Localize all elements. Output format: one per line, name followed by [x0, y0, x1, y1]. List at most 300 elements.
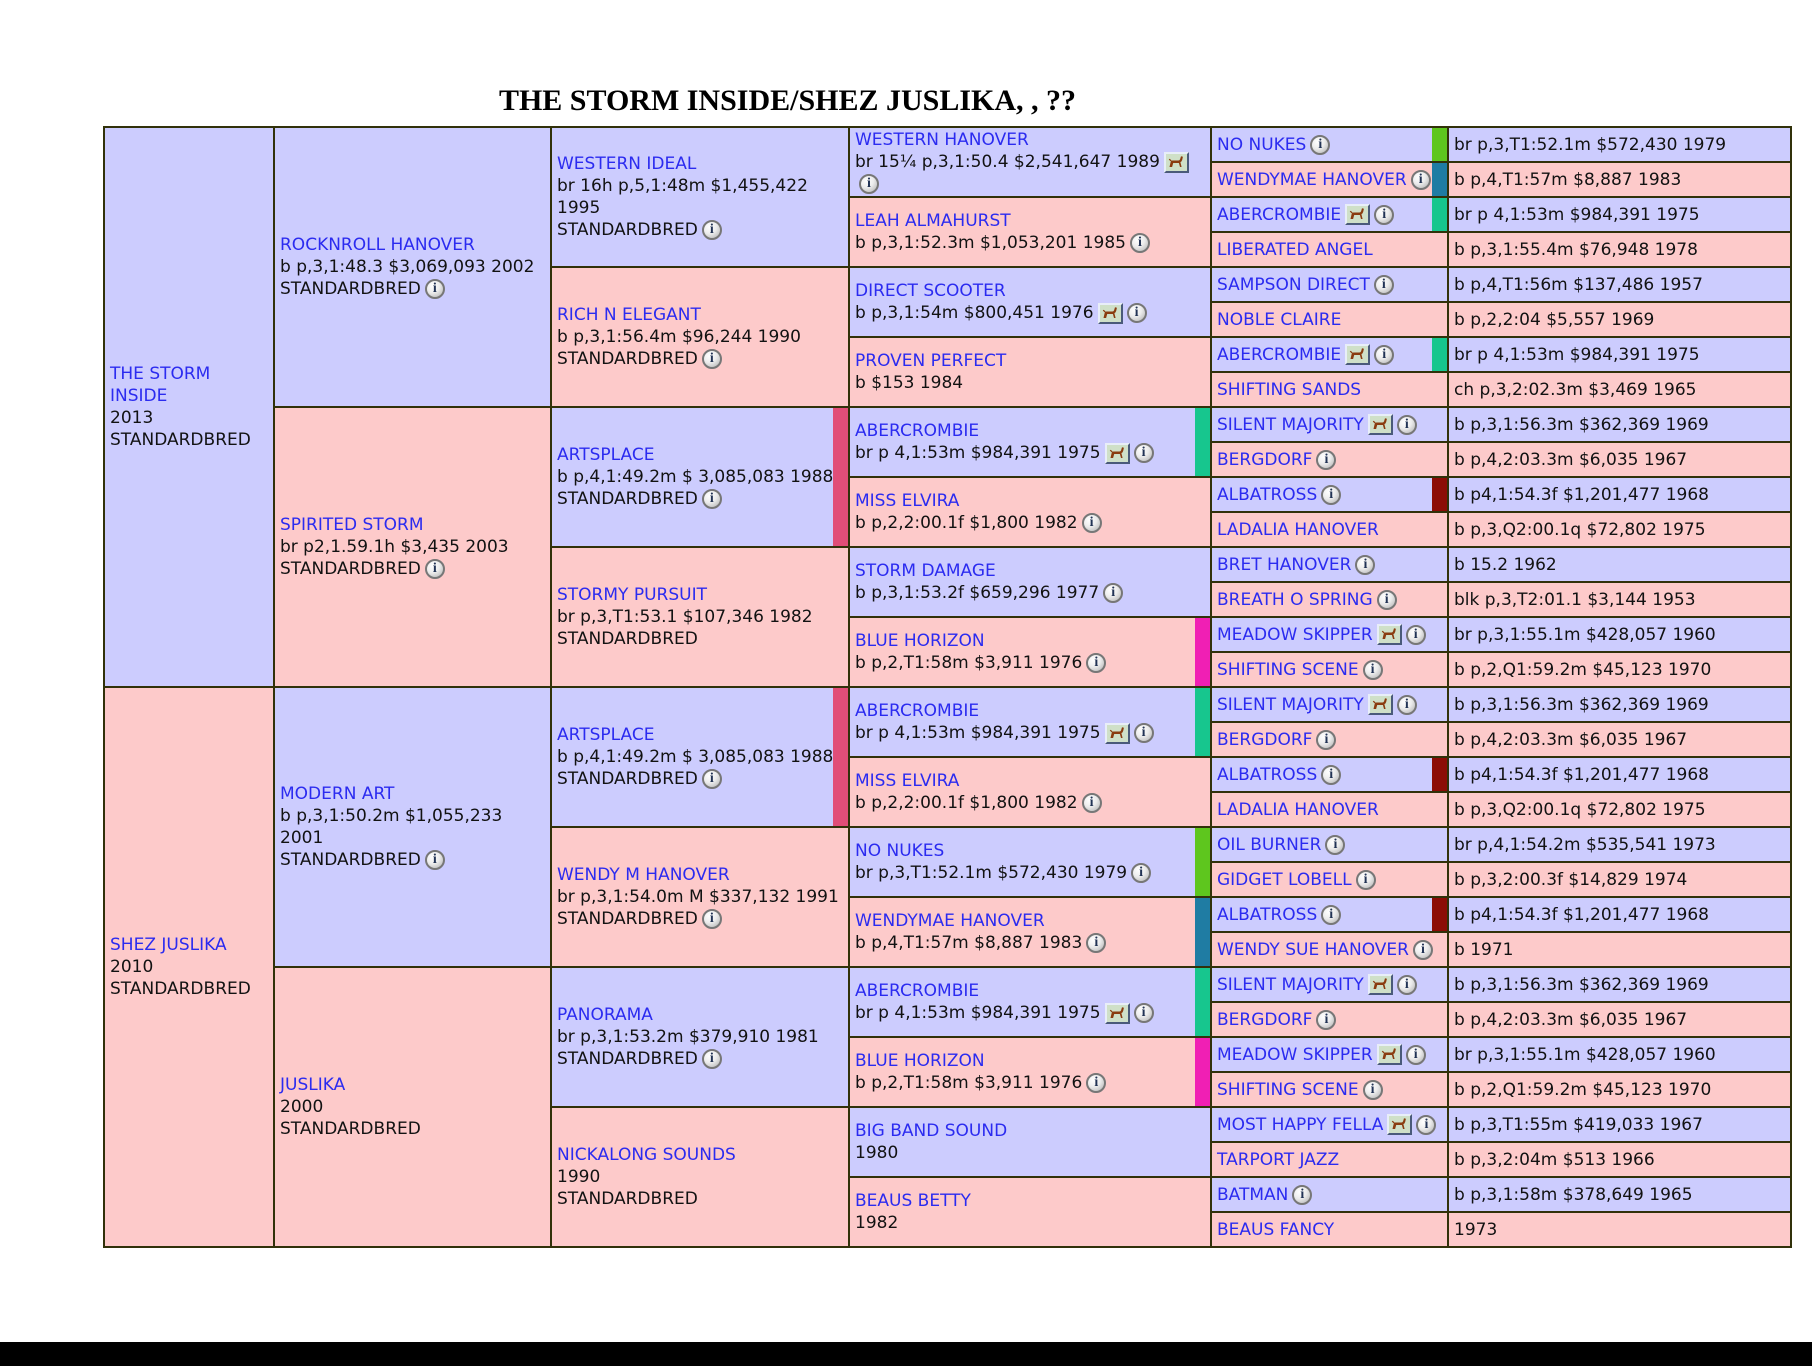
- gen5-cell-ladalia-hanover: [1211, 512, 1448, 547]
- gen5-cell-bret-hanover: [1211, 547, 1448, 582]
- gen5-cell-abercrombie: [1211, 197, 1448, 232]
- info-icon[interactable]: i: [1086, 653, 1106, 673]
- info-icon[interactable]: i: [425, 850, 445, 870]
- horse-photo-icon[interactable]: [1368, 694, 1393, 715]
- gen5-cell-shifting-scene: [1211, 652, 1448, 687]
- horse-photo-icon[interactable]: [1368, 414, 1393, 435]
- gen5-cell-breath-o-spring: [1211, 582, 1448, 617]
- horse-photo-icon[interactable]: [1105, 723, 1130, 744]
- gen5-cell-ladalia-hanover: [1211, 792, 1448, 827]
- breed-line: STANDARDBRED i: [557, 1048, 843, 1070]
- breed-line: STANDARDBRED: [110, 430, 251, 451]
- info-icon[interactable]: i: [1082, 513, 1102, 533]
- horse-photo-icon[interactable]: [1368, 974, 1393, 995]
- birth-year: 2000: [280, 1097, 324, 1118]
- record-line: b p,2,T1:58m $3,911 1976 i: [855, 652, 1205, 674]
- gen5-cell-abercrombie: [1211, 337, 1448, 372]
- horse-name-link[interactable]: JUSLIKA: [280, 1075, 346, 1096]
- birth-year: 2010: [110, 957, 154, 978]
- gen5-cell-batman: [1211, 1177, 1448, 1212]
- horse-name-link[interactable]: BLUE HORIZON: [855, 631, 985, 652]
- horse-name-link[interactable]: BLUE HORIZON: [855, 1051, 985, 1072]
- info-icon[interactable]: i: [702, 489, 722, 509]
- info-icon[interactable]: i: [1374, 275, 1394, 295]
- info-icon[interactable]: i: [1131, 863, 1151, 883]
- lineage-color-bar: [1195, 827, 1210, 897]
- horse-name-link[interactable]: NOBLE CLAIRE: [1217, 309, 1342, 330]
- info-icon[interactable]: i: [1086, 933, 1106, 953]
- gen3-cell-western-ideal: [551, 127, 849, 267]
- gen2-cell-juslika: [274, 967, 551, 1247]
- record-cell: [1448, 337, 1791, 372]
- gen4-cell-direct-scooter: [849, 267, 1211, 337]
- info-icon[interactable]: i: [1374, 205, 1394, 225]
- breed-line: STANDARDBRED i: [557, 908, 843, 930]
- gen4-cell-beaus-betty: [849, 1177, 1211, 1247]
- gen3-cell-panorama: [551, 967, 849, 1107]
- gen4-cell-western-hanover: [849, 127, 1211, 197]
- gen4-cell-blue-horizon: [849, 1037, 1211, 1107]
- gen5-cell-tarport-jazz: [1211, 1142, 1448, 1177]
- pedigree-row: [104, 687, 1791, 722]
- record-text: b 15.2 1962: [1454, 554, 1557, 575]
- horse-name-link[interactable]: DIRECT SCOOTER: [855, 281, 1006, 302]
- horse-name-link[interactable]: SAMPSON DIRECT: [1217, 274, 1370, 295]
- horse-name-link[interactable]: OIL BURNER: [1217, 834, 1322, 855]
- record-text: b 1971: [1454, 939, 1514, 960]
- info-icon[interactable]: i: [1363, 660, 1383, 680]
- gen3-cell-artsplace: [551, 407, 849, 547]
- info-icon[interactable]: i: [1316, 1010, 1336, 1030]
- info-icon[interactable]: i: [702, 1049, 722, 1069]
- lineage-color-bar: [833, 407, 848, 547]
- record-text: br p,4,1:54.2m $535,541 1973: [1454, 834, 1716, 855]
- record-line: br p 4,1:53m $984,391 1975 i: [855, 442, 1205, 464]
- record-text: b p4,1:54.3f $1,201,477 1968: [1454, 484, 1709, 505]
- info-icon[interactable]: i: [1397, 975, 1417, 995]
- gen4-cell-big-band-sound: [849, 1107, 1211, 1177]
- info-icon[interactable]: i: [1130, 233, 1150, 253]
- record-cell: [1448, 792, 1791, 827]
- info-icon[interactable]: i: [1321, 485, 1341, 505]
- gen5-cell-albatross: [1211, 757, 1448, 792]
- info-icon[interactable]: i: [1310, 135, 1330, 155]
- info-icon[interactable]: i: [1397, 695, 1417, 715]
- horse-name-link[interactable]: MISS ELVIRA: [855, 491, 960, 512]
- info-icon[interactable]: i: [425, 279, 445, 299]
- record-cell: [1448, 547, 1791, 582]
- lineage-color-bar: [1432, 162, 1447, 197]
- horse-name-link[interactable]: SPIRITED STORM: [280, 515, 424, 536]
- horse-name-link[interactable]: WENDYMAE HANOVER: [855, 911, 1045, 932]
- horse-photo-icon[interactable]: [1377, 624, 1402, 645]
- horse-name-link[interactable]: LEAH ALMAHURST: [855, 211, 1011, 232]
- record-cell: [1448, 687, 1791, 722]
- record-cell: [1448, 1107, 1791, 1142]
- horse-name-link[interactable]: ROCKNROLL HANOVER: [280, 235, 475, 255]
- record-line: 1980: [855, 1143, 899, 1164]
- horse-name-link[interactable]: BERGDORF: [1217, 1009, 1313, 1030]
- gen5-cell-wendy-sue-hanover: [1211, 932, 1448, 967]
- horse-photo-icon[interactable]: [1387, 1114, 1412, 1135]
- record-cell: [1448, 512, 1791, 547]
- record-cell: [1448, 267, 1791, 302]
- horse-name-link[interactable]: LIBERATED ANGEL: [1217, 239, 1373, 260]
- info-icon[interactable]: i: [1316, 730, 1336, 750]
- horse-name-link[interactable]: ALBATROSS: [1217, 484, 1318, 505]
- record-text: b p,3,1:55.4m $76,948 1978: [1454, 239, 1698, 260]
- info-icon[interactable]: i: [1134, 443, 1154, 463]
- info-icon[interactable]: i: [1406, 1045, 1426, 1065]
- record-line: b p,3,1:50.2m $1,055,233 2001: [280, 806, 503, 849]
- gen5-cell-most-happy-fella: [1211, 1107, 1448, 1142]
- horse-name-link[interactable]: MISS ELVIRA: [855, 771, 960, 792]
- info-icon[interactable]: i: [1086, 1073, 1106, 1093]
- info-icon[interactable]: i: [1321, 765, 1341, 785]
- birth-year: 1990: [557, 1167, 601, 1188]
- birth-year: 2013: [110, 408, 154, 429]
- horse-name-link[interactable]: ABERCROMBIE: [855, 421, 980, 442]
- record-text: br p,3,1:55.1m $428,057 1960: [1454, 1044, 1716, 1065]
- record-cell: [1448, 127, 1791, 162]
- lineage-color-bar: [1195, 687, 1210, 757]
- gen4-cell-no-nukes: [849, 827, 1211, 897]
- info-icon[interactable]: i: [1374, 345, 1394, 365]
- lineage-color-bar: [1432, 127, 1447, 162]
- gen4-cell-miss-elvira: [849, 757, 1211, 827]
- bottom-black-bar: [0, 1342, 1812, 1366]
- record-cell: [1448, 1142, 1791, 1177]
- record-text: ch p,3,2:02.3m $3,469 1965: [1454, 379, 1697, 400]
- lineage-color-bar: [1432, 897, 1447, 932]
- record-text: br p 4,1:53m $984,391 1975: [1454, 344, 1700, 365]
- info-icon[interactable]: i: [1411, 170, 1431, 190]
- gen4-cell-leah-almahurst: [849, 197, 1211, 267]
- horse-name-link[interactable]: LADALIA HANOVER: [1217, 799, 1379, 820]
- record-text: b p,3,1:56.3m $362,369 1969: [1454, 974, 1709, 995]
- record-cell: [1448, 967, 1791, 1002]
- gen3-cell-nickalong-sounds: [551, 1107, 849, 1247]
- record-cell: [1448, 407, 1791, 442]
- record-cell: [1448, 1072, 1791, 1107]
- gen5-cell-shifting-sands: [1211, 372, 1448, 407]
- horse-name-link[interactable]: ALBATROSS: [1217, 904, 1318, 925]
- gen5-cell-sampson-direct: [1211, 267, 1448, 302]
- info-icon[interactable]: i: [702, 909, 722, 929]
- info-icon[interactable]: i: [1377, 590, 1397, 610]
- record-cell: [1448, 1212, 1791, 1247]
- record-line: br p2,1.59.1h $3,435 2003: [280, 537, 509, 558]
- info-icon[interactable]: i: [1356, 870, 1376, 890]
- record-line: b p,2,2:00.1f $1,800 1982 i: [855, 512, 1205, 534]
- record-text: b p,3,T1:55m $419,033 1967: [1454, 1114, 1703, 1135]
- info-icon[interactable]: i: [859, 174, 879, 194]
- lineage-color-bar: [833, 687, 848, 827]
- horse-photo-icon[interactable]: [1377, 1044, 1402, 1065]
- horse-name-link[interactable]: BIG BAND SOUND: [855, 1121, 1008, 1142]
- info-icon[interactable]: i: [1321, 905, 1341, 925]
- record-line: br p,3,T1:53.1 $107,346 1982: [557, 607, 813, 628]
- record-line: b p,3,1:53.2f $659,296 1977 i: [855, 582, 1205, 604]
- record-text: b p,4,T1:56m $137,486 1957: [1454, 274, 1703, 295]
- info-icon[interactable]: i: [1134, 1003, 1154, 1023]
- record-cell: [1448, 722, 1791, 757]
- breed-line: STANDARDBRED: [557, 1189, 698, 1210]
- lineage-color-bar: [1432, 477, 1447, 512]
- gen1-cell-shez-juslika: [104, 687, 274, 1247]
- info-icon[interactable]: i: [1397, 415, 1417, 435]
- record-cell: [1448, 1037, 1791, 1072]
- gen1-cell-the-storm-inside: [104, 127, 274, 687]
- record-cell: [1448, 197, 1791, 232]
- horse-name-link[interactable]: SILENT MAJORITY: [1217, 974, 1364, 995]
- record-cell: [1448, 617, 1791, 652]
- horse-name-link[interactable]: GIDGET LOBELL: [1217, 869, 1352, 890]
- horse-name-link[interactable]: BRET HANOVER: [1217, 554, 1352, 575]
- horse-photo-icon[interactable]: [1098, 303, 1123, 324]
- record-text: b p,3,Q2:00.1q $72,802 1975: [1454, 799, 1706, 820]
- gen5-cell-albatross: [1211, 897, 1448, 932]
- record-text: b p4,1:54.3f $1,201,477 1968: [1454, 904, 1709, 925]
- record-cell: [1448, 1177, 1791, 1212]
- info-icon[interactable]: i: [1316, 450, 1336, 470]
- gen4-cell-abercrombie: [849, 407, 1211, 477]
- info-icon[interactable]: i: [1325, 835, 1345, 855]
- lineage-color-bar: [1432, 337, 1447, 372]
- info-icon[interactable]: i: [1127, 303, 1147, 323]
- horse-name-link[interactable]: STORMY PURSUIT: [557, 585, 707, 606]
- horse-name-link[interactable]: NO NUKES: [855, 841, 945, 862]
- breed-line: STANDARDBRED i: [280, 558, 545, 580]
- record-cell: [1448, 372, 1791, 407]
- horse-name-link[interactable]: BERGDORF: [1217, 729, 1313, 750]
- record-text: b p,3,Q2:00.1q $72,802 1975: [1454, 519, 1706, 540]
- record-cell: [1448, 757, 1791, 792]
- info-icon[interactable]: i: [1355, 555, 1375, 575]
- horse-photo-icon[interactable]: [1345, 344, 1370, 365]
- record-line: b p,2,2:00.1f $1,800 1982 i: [855, 792, 1205, 814]
- record-text: br p,3,1:55.1m $428,057 1960: [1454, 624, 1716, 645]
- gen5-cell-liberated-angel: [1211, 232, 1448, 267]
- lineage-color-bar: [1195, 617, 1210, 687]
- horse-name-link[interactable]: SHIFTING SCENE: [1217, 659, 1359, 680]
- breed-line: STANDARDBRED i: [280, 278, 545, 300]
- record-cell: [1448, 652, 1791, 687]
- lineage-color-bar: [1195, 897, 1210, 967]
- record-cell: [1448, 1002, 1791, 1037]
- horse-name-link[interactable]: MEADOW SKIPPER: [1217, 624, 1373, 645]
- gen3-cell-artsplace: [551, 687, 849, 827]
- gen5-cell-bergdorf: [1211, 722, 1448, 757]
- lineage-color-bar: [1195, 967, 1210, 1037]
- breed-line: STANDARDBRED i: [557, 488, 843, 510]
- horse-name-link[interactable]: BATMAN: [1217, 1184, 1289, 1205]
- gen3-cell-wendy-m-hanover: [551, 827, 849, 967]
- record-line: b p,4,1:49.2m $ 3,085,083 1988: [557, 747, 834, 768]
- horse-name-link[interactable]: ARTSPLACE: [557, 725, 655, 746]
- info-icon[interactable]: i: [1134, 723, 1154, 743]
- record-text: b p,4,2:03.3m $6,035 1967: [1454, 449, 1688, 470]
- gen2-cell-rocknroll-hanover: [274, 127, 551, 407]
- record-text: blk p,3,T2:01.1 $3,144 1953: [1454, 589, 1696, 610]
- horse-photo-icon[interactable]: [1164, 152, 1189, 173]
- horse-name-link[interactable]: BEAUS FANCY: [1217, 1219, 1335, 1240]
- record-text: b p,3,1:56.3m $362,369 1969: [1454, 694, 1709, 715]
- gen5-cell-bergdorf: [1211, 1002, 1448, 1037]
- record-text: b p,3,2:00.3f $14,829 1974: [1454, 869, 1688, 890]
- record-text: b p,4,2:03.3m $6,035 1967: [1454, 729, 1688, 750]
- breed-line: STANDARDBRED i: [557, 348, 843, 370]
- breed-line: STANDARDBRED i: [557, 768, 843, 790]
- gen4-cell-storm-damage: [849, 547, 1211, 617]
- pedigree-row: [104, 407, 1791, 442]
- horse-name-link[interactable]: LADALIA HANOVER: [1217, 519, 1379, 540]
- gen5-cell-silent-majority: [1211, 407, 1448, 442]
- gen3-cell-rich-n-elegant: [551, 267, 849, 407]
- horse-name-link[interactable]: THE STORM INSIDE: [110, 363, 211, 407]
- record-text: b p,3,2:04m $513 1966: [1454, 1149, 1655, 1170]
- horse-name-link[interactable]: ALBATROSS: [1217, 764, 1318, 785]
- gen4-cell-abercrombie: [849, 687, 1211, 757]
- record-cell: [1448, 582, 1791, 617]
- gen3-cell-stormy-pursuit: [551, 547, 849, 687]
- horse-name-link[interactable]: MOST HAPPY FELLA: [1217, 1114, 1384, 1135]
- gen4-cell-miss-elvira: [849, 477, 1211, 547]
- record-line: br p 4,1:53m $984,391 1975 i: [855, 722, 1205, 744]
- info-icon[interactable]: i: [1363, 1080, 1383, 1100]
- gen5-cell-meadow-skipper: [1211, 1037, 1448, 1072]
- record-cell: [1448, 302, 1791, 337]
- record-line: b p,4,T1:57m $8,887 1983 i: [855, 932, 1205, 954]
- horse-photo-icon[interactable]: [1105, 443, 1130, 464]
- horse-name-link[interactable]: ABERCROMBIE: [855, 981, 980, 1002]
- record-text: b p4,1:54.3f $1,201,477 1968: [1454, 764, 1709, 785]
- horse-name-link[interactable]: MEADOW SKIPPER: [1217, 1044, 1373, 1065]
- horse-name-link[interactable]: SHIFTING SCENE: [1217, 1079, 1359, 1100]
- horse-name-link[interactable]: SILENT MAJORITY: [1217, 694, 1364, 715]
- breed-line: STANDARDBRED: [280, 1119, 421, 1140]
- horse-name-link[interactable]: SHEZ JUSLIKA: [110, 935, 227, 956]
- gen5-cell-albatross: [1211, 477, 1448, 512]
- horse-name-link[interactable]: BREATH O SPRING: [1217, 589, 1373, 610]
- record-cell: [1448, 827, 1791, 862]
- gen4-cell-proven-perfect: [849, 337, 1211, 407]
- record-cell: [1448, 477, 1791, 512]
- horse-name-link[interactable]: WESTERN IDEAL: [557, 153, 697, 174]
- horse-name-link[interactable]: WENDY M HANOVER: [557, 865, 730, 886]
- horse-name-link[interactable]: STORM DAMAGE: [855, 561, 996, 582]
- gen5-cell-meadow-skipper: [1211, 617, 1448, 652]
- horse-name-link[interactable]: PROVEN PERFECT: [855, 351, 1007, 372]
- title-area: [0, 84, 1575, 118]
- gen5-cell-no-nukes: [1211, 127, 1448, 162]
- record-cell: [1448, 862, 1791, 897]
- lineage-color-bar: [1195, 1037, 1210, 1107]
- horse-name-link[interactable]: WENDYMAE HANOVER: [1217, 169, 1407, 190]
- record-line: 1982: [855, 1213, 899, 1234]
- horse-name-link[interactable]: ABERCROMBIE: [855, 701, 980, 722]
- horse-name-link[interactable]: NO NUKES: [1217, 134, 1307, 155]
- info-icon[interactable]: i: [1103, 583, 1123, 603]
- record-text: b p,2,Q1:59.2m $45,123 1970: [1454, 1079, 1712, 1100]
- record-line: b p,3,1:56.4m $96,244 1990: [557, 327, 801, 348]
- record-cell: [1448, 897, 1791, 932]
- record-cell: [1448, 162, 1791, 197]
- lineage-color-bar: [1195, 407, 1210, 477]
- horse-name-link[interactable]: SILENT MAJORITY: [1217, 414, 1364, 435]
- record-line: br p,3,1:53.2m $379,910 1981: [557, 1027, 819, 1048]
- record-text: b p,3,1:56.3m $362,369 1969: [1454, 414, 1709, 435]
- record-line: br p 4,1:53m $984,391 1975 i: [855, 1002, 1205, 1024]
- info-icon[interactable]: i: [1416, 1115, 1436, 1135]
- record-text: b p,2,Q1:59.2m $45,123 1970: [1454, 659, 1712, 680]
- gen5-cell-beaus-fancy: [1211, 1212, 1448, 1247]
- record-line: br p,3,1:54.0m M $337,132 1991: [557, 887, 839, 908]
- info-icon[interactable]: i: [1082, 793, 1102, 813]
- record-line: b p,2,T1:58m $3,911 1976 i: [855, 1072, 1205, 1094]
- breed-line: STANDARDBRED: [557, 629, 698, 650]
- horse-name-link[interactable]: MODERN ART: [280, 784, 395, 805]
- info-icon[interactable]: i: [702, 349, 722, 369]
- info-icon[interactable]: i: [425, 559, 445, 579]
- info-icon[interactable]: i: [1292, 1185, 1312, 1205]
- horse-name-link[interactable]: WENDY SUE HANOVER: [1217, 939, 1409, 960]
- horse-name-link[interactable]: BEAUS BETTY: [855, 1191, 971, 1212]
- horse-name-link[interactable]: SHIFTING SANDS: [1217, 379, 1362, 400]
- record-line: br 15¼ p,3,1:50.4 $2,541,647 1989 i: [855, 151, 1205, 195]
- gen4-cell-blue-horizon: [849, 617, 1211, 687]
- record-text: b p,3,1:58m $378,649 1965: [1454, 1184, 1693, 1205]
- info-icon[interactable]: i: [1413, 940, 1433, 960]
- horse-photo-icon[interactable]: [1345, 204, 1370, 225]
- info-icon[interactable]: i: [1406, 625, 1426, 645]
- record-text: b p,2,2:04 $5,557 1969: [1454, 309, 1655, 330]
- horse-name-link[interactable]: BERGDORF: [1217, 449, 1313, 470]
- pedigree-row: [104, 127, 1791, 162]
- gen5-cell-gidget-lobell: [1211, 862, 1448, 897]
- record-line: b p,3,1:54m $800,451 1976 i: [855, 302, 1205, 324]
- info-icon[interactable]: i: [702, 220, 722, 240]
- gen5-cell-silent-majority: [1211, 967, 1448, 1002]
- gen5-cell-wendymae-hanover: [1211, 162, 1448, 197]
- horse-name-link[interactable]: ARTSPLACE: [557, 445, 655, 466]
- lineage-color-bar: [1432, 197, 1447, 232]
- gen5-cell-noble-claire: [1211, 302, 1448, 337]
- gen4-cell-abercrombie: [849, 967, 1211, 1037]
- gen5-cell-oil-burner: [1211, 827, 1448, 862]
- horse-name-link[interactable]: RICH N ELEGANT: [557, 305, 701, 326]
- lineage-color-bar: [1432, 757, 1447, 792]
- record-text: b p,4,T1:57m $8,887 1983: [1454, 169, 1682, 190]
- horse-name-link[interactable]: PANORAMA: [557, 1005, 653, 1026]
- record-cell: [1448, 442, 1791, 477]
- pedigree-row: [104, 967, 1791, 1002]
- gen5-cell-shifting-scene: [1211, 1072, 1448, 1107]
- breed-line: STANDARDBRED i: [280, 849, 545, 871]
- horse-name-link[interactable]: ABERCROMBIE: [1217, 344, 1342, 365]
- record-cell: [1448, 932, 1791, 967]
- gen2-cell-modern-art: [274, 687, 551, 967]
- horse-name-link[interactable]: ABERCROMBIE: [1217, 204, 1342, 225]
- horse-name-link[interactable]: WESTERN HANOVER: [855, 130, 1029, 150]
- horse-name-link[interactable]: NICKALONG SOUNDS: [557, 1145, 736, 1166]
- horse-name-link[interactable]: TARPORT JAZZ: [1217, 1149, 1340, 1170]
- gen4-cell-wendymae-hanover: [849, 897, 1211, 967]
- horse-photo-icon[interactable]: [1105, 1003, 1130, 1024]
- info-icon[interactable]: i: [702, 769, 722, 789]
- record-line: b p,3,1:48.3 $3,069,093 2002: [280, 257, 535, 278]
- gen2-cell-spirited-storm: [274, 407, 551, 687]
